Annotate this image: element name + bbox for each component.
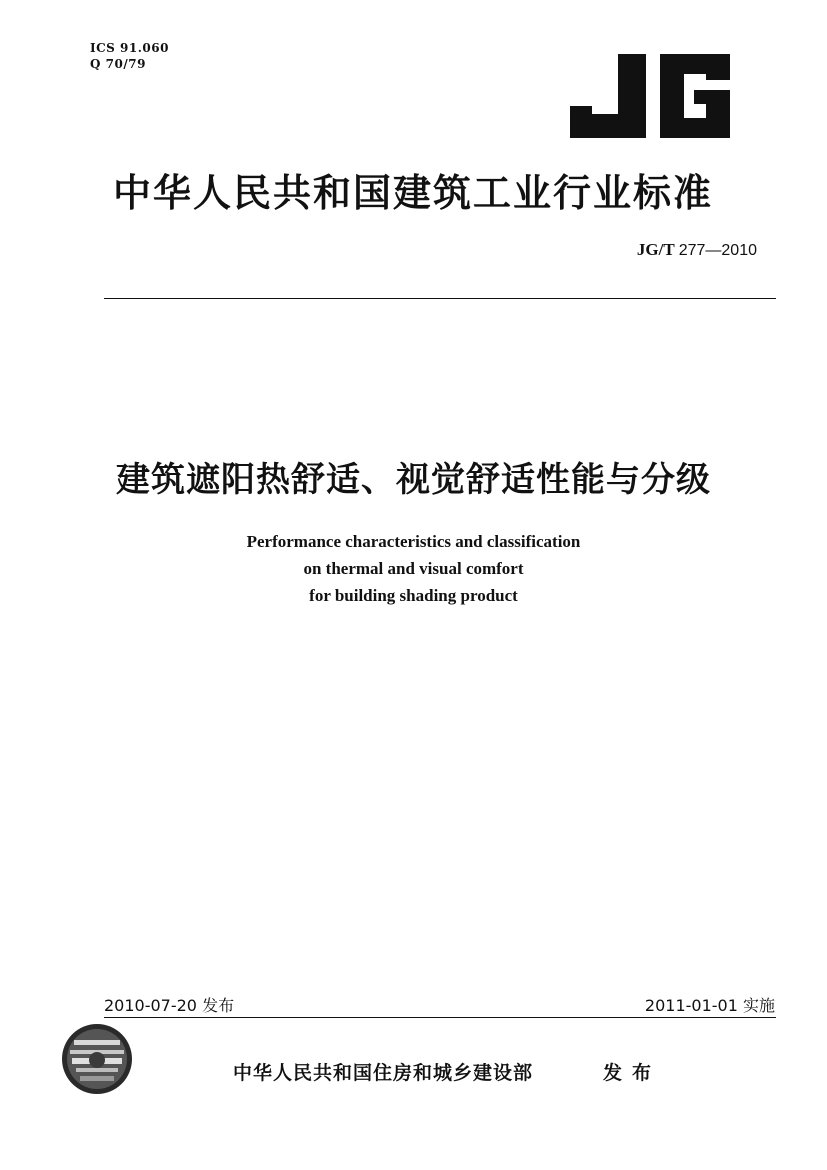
standard-code: 277—2010 [678,242,757,259]
publish-label: 发布 [603,1062,662,1084]
classification-codes [90,40,169,72]
class-code: Q 70/79 [90,57,146,71]
standard-prefix: JG/T [636,240,675,259]
jg-logo [570,54,730,138]
english-title-line-1: Performance characteristics and classification [246,532,581,551]
top-divider [104,298,776,299]
ics-code: ICS 91.060 [90,41,169,55]
english-title-line-3: for building shading product [309,586,518,605]
org-standard-title: 中华人民共和国建筑工业行业标准 [113,171,714,215]
chinese-title: 建筑遮阳热舒适、视觉舒适性能与分级 [116,460,711,500]
english-title [0,528,827,609]
standard-number [637,240,757,260]
bottom-divider [104,1017,776,1018]
implementation-date: 2011-01-01 实施 [644,996,775,1015]
publisher-name: 中华人民共和国住房和城乡建设部 [233,1062,534,1084]
official-seal [60,1022,134,1096]
english-title-line-2: on thermal and visual comfort [303,559,524,578]
issue-date: 2010-07-20 发布 [104,996,235,1015]
